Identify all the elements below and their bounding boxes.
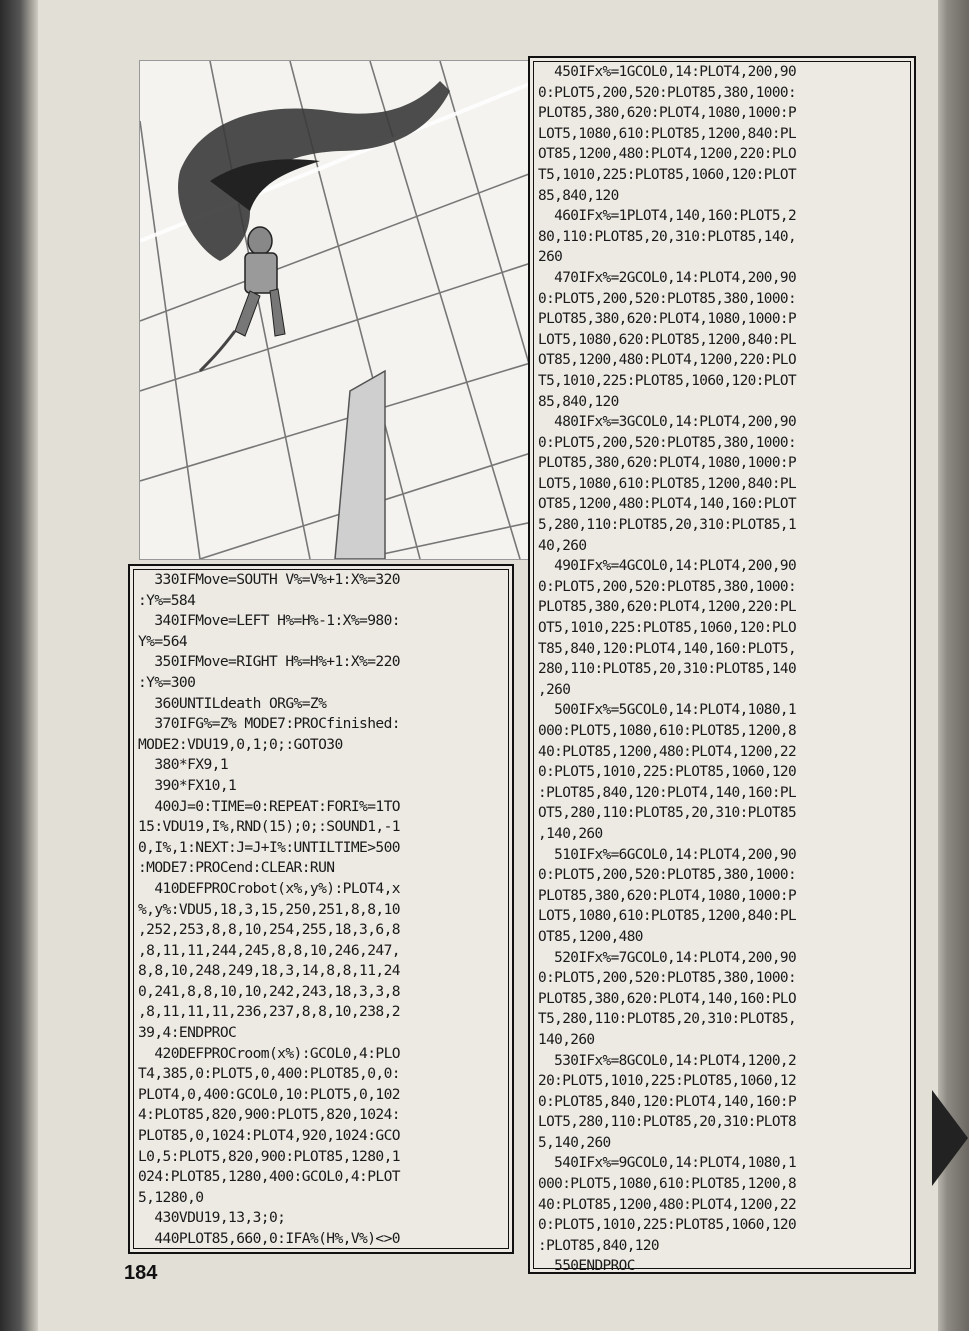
code-line: 40:PLOT85,1200,480:PLOT4,1200,22 xyxy=(538,1196,797,1213)
code-line: OT5,280,110:PLOT85,20,310:PLOT85 xyxy=(538,805,797,822)
code-line: 40:PLOT85,1200,480:PLOT4,1200,22 xyxy=(538,743,797,760)
code-line: 15:VDU19,I%,RND(15);0;:SOUND1,-1 xyxy=(138,818,400,836)
code-line: 510IFx%=6GCOL0,14:PLOT4,200,90 xyxy=(538,846,797,863)
code-line: 140,260 xyxy=(538,1031,595,1048)
code-line: PLOT85,380,620:PLOT4,1200,220:PL xyxy=(538,599,797,616)
code-line: 380*FX9,1 xyxy=(138,756,229,774)
code-line: 39,4:ENDPROC xyxy=(138,1024,237,1042)
code-line: 0:PLOT5,1010,225:PLOT85,1060,120 xyxy=(538,1217,797,1234)
code-line: OT5,1010,225:PLOT85,1060,120:PLO xyxy=(538,620,797,637)
code-line: 85,840,120 xyxy=(538,187,619,204)
code-line: 0,241,8,8,10,10,242,243,18,3,3,8 xyxy=(138,982,400,1000)
code-line: 520IFx%=7GCOL0,14:PLOT4,200,90 xyxy=(538,949,797,966)
wall-block xyxy=(335,371,385,559)
code-line: PLOT85,380,620:PLOT4,1080,1000:P xyxy=(538,455,797,472)
code-line: 530IFx%=8GCOL0,14:PLOT4,1200,2 xyxy=(538,1052,797,1069)
book-binding xyxy=(0,0,38,1331)
code-line: 430VDU19,13,3;0; xyxy=(138,1209,286,1227)
code-line: 400J=0:TIME=0:REPEAT:FORI%=1TO xyxy=(138,797,400,815)
code-line: OT85,1200,480:PLOT4,140,160:PLOT xyxy=(538,496,797,513)
code-line: 420DEFPROCroom(x%):GCOL0,4:PLO xyxy=(138,1044,400,1062)
code-line: OT85,1200,480:PLOT4,1200,220:PLO xyxy=(538,146,797,163)
code-line: 480IFx%=3GCOL0,14:PLOT4,200,90 xyxy=(538,414,797,431)
program-listing-right xyxy=(528,56,916,1274)
code-line: LOT5,1080,610:PLOT85,1200,840:PL xyxy=(538,475,797,492)
code-line: T5,280,110:PLOT85,20,310:PLOT85, xyxy=(538,1011,797,1028)
code-line: ,260 xyxy=(538,681,571,698)
code-line: 5,280,110:PLOT85,20,310:PLOT85,1 xyxy=(538,517,797,534)
code-line: 4:PLOT85,820,900:PLOT5,820,1024: xyxy=(138,1106,400,1124)
robot-on-grid-svg xyxy=(140,61,537,559)
code-line: PLOT4,0,400:GCOL0,10:PLOT5,0,102 xyxy=(138,1085,400,1103)
code-line: Y%=564 xyxy=(138,632,188,650)
code-line: 470IFx%=2GCOL0,14:PLOT4,200,90 xyxy=(538,269,797,286)
code-line: 0:PLOT5,200,520:PLOT85,380,1000: xyxy=(538,970,797,987)
code-line: 410DEFPROCrobot(x%,y%):PLOT4,x xyxy=(138,879,400,897)
code-line: 5,140,260 xyxy=(538,1134,611,1151)
code-line: MODE2:VDU19,0,1;0;:GOTO30 xyxy=(138,735,343,753)
code-line: 0:PLOT5,200,520:PLOT85,380,1000: xyxy=(538,867,797,884)
code-line: 280,110:PLOT85,20,310:PLOT85,140 xyxy=(538,661,797,678)
code-line: PLOT85,380,620:PLOT4,1080,1000:P xyxy=(538,311,797,328)
program-listing-left xyxy=(128,564,514,1254)
code-line: 330IFMove=SOUTH V%=V%+1:X%=320 xyxy=(138,571,400,588)
code-line: 20:PLOT5,1010,225:PLOT85,1060,12 xyxy=(538,1073,797,1090)
code-line: T85,840,120:PLOT4,140,160:PLOT5, xyxy=(538,640,797,657)
code-line: 360UNTILdeath ORG%=Z% xyxy=(138,694,327,712)
code-line: ,252,253,8,8,10,254,255,18,3,6,8 xyxy=(138,921,400,939)
code-line: 260 xyxy=(538,249,563,266)
code-line: 8,8,10,248,249,18,3,14,8,8,11,24 xyxy=(138,962,400,980)
code-line: 440PLOT85,660,0:IFA%(H%,V%)<>0 xyxy=(138,1230,400,1247)
page-number: 184 xyxy=(124,1262,158,1284)
code-line: T5,1010,225:PLOT85,1060,120:PLOT xyxy=(538,372,797,389)
code-line: T5,1010,225:PLOT85,1060,120:PLOT xyxy=(538,166,797,183)
code-line: PLOT85,380,620:PLOT4,1080,1000:P xyxy=(538,105,797,122)
code-line: LOT5,1080,610:PLOT85,1200,840:PL xyxy=(538,125,797,142)
continue-arrow-icon xyxy=(932,1090,968,1186)
code-line: :MODE7:PROCend:CLEAR:RUN xyxy=(138,859,335,877)
code-line: 460IFx%=1PLOT4,140,160:PLOT5,2 xyxy=(538,208,797,225)
code-line: 0:PLOT5,200,520:PLOT85,380,1000: xyxy=(538,84,797,101)
code-line: LOT5,1080,610:PLOT85,1200,840:PL xyxy=(538,908,797,925)
code-line: 0:PLOT5,200,520:PLOT85,380,1000: xyxy=(538,578,797,595)
code-line: LOT5,1080,620:PLOT85,1200,840:PL xyxy=(538,331,797,348)
code-line: 0:PLOT5,1010,225:PLOT85,1060,120 xyxy=(538,764,797,781)
code-line: ,8,11,11,11,236,237,8,8,10,238,2 xyxy=(138,1003,400,1021)
code-line: T4,385,0:PLOT5,0,400:PLOT85,0,0: xyxy=(138,1065,400,1083)
code-line: 85,840,120 xyxy=(538,393,619,410)
robot-illustration xyxy=(139,60,538,560)
code-line: 340IFMove=LEFT H%=H%-1:X%=980: xyxy=(138,612,400,630)
code-line: 370IFG%=Z% MODE7:PROCfinished: xyxy=(138,715,400,733)
code-line: 80,110:PLOT85,20,310:PLOT85,140, xyxy=(538,228,797,245)
code-line: :Y%=300 xyxy=(138,673,196,691)
code-line: 0:PLOT5,200,520:PLOT85,380,1000: xyxy=(538,290,797,307)
code-line: 350IFMove=RIGHT H%=H%+1:X%=220 xyxy=(138,653,400,671)
code-line: 0,I%,1:NEXT:J=J+I%:UNTILTIME>500 xyxy=(138,838,400,856)
code-line: PLOT85,380,620:PLOT4,1080,1000:P xyxy=(538,887,797,904)
code-line: 000:PLOT5,1080,610:PLOT85,1200,8 xyxy=(538,1176,797,1193)
code-line: 490IFx%=4GCOL0,14:PLOT4,200,90 xyxy=(538,558,797,575)
code-line: 024:PLOT85,1280,400:GCOL0,4:PLOT xyxy=(138,1168,400,1186)
code-line: 5,1280,0 xyxy=(138,1188,204,1206)
code-line: OT85,1200,480 xyxy=(538,928,643,945)
code-line: 40,260 xyxy=(538,537,587,554)
code-line: ,8,11,11,244,245,8,8,10,246,247, xyxy=(138,941,400,959)
code-line: 0:PLOT85,840,120:PLOT4,140,160:P xyxy=(538,1093,797,1110)
code-line: LOT5,280,110:PLOT85,20,310:PLOT8 xyxy=(538,1114,797,1131)
code-line: :Y%=584 xyxy=(138,591,196,609)
code-line: PLOT85,380,620:PLOT4,140,160:PLO xyxy=(538,990,797,1007)
code-line: %,y%:VDU5,18,3,15,250,251,8,8,10 xyxy=(138,900,400,918)
code-line: 000:PLOT5,1080,610:PLOT85,1200,8 xyxy=(538,723,797,739)
code-line: PLOT85,0,1024:PLOT4,920,1024:GCO xyxy=(138,1127,400,1145)
code-line: 0:PLOT5,200,520:PLOT85,380,1000: xyxy=(538,434,797,451)
code-line: :PLOT85,840,120 xyxy=(538,1237,659,1254)
code-line xyxy=(138,1250,506,1254)
code-line: L0,5:PLOT5,820,900:PLOT85,1280,1 xyxy=(138,1147,400,1165)
code-line: 540IFx%=9GCOL0,14:PLOT4,1080,1 xyxy=(538,1155,797,1172)
code-line: 500IFx%=5GCOL0,14:PLOT4,1080,1 xyxy=(538,702,797,719)
code-line: 550ENDPROC xyxy=(538,1258,635,1274)
code-line: ,140,260 xyxy=(538,825,603,842)
code-line: :PLOT85,840,120:PLOT4,140,160:PL xyxy=(538,784,797,801)
code-line: OT85,1200,480:PLOT4,1200,220:PLO xyxy=(538,352,797,369)
code-line: 390*FX10,1 xyxy=(138,776,237,794)
code-line: 450IFx%=1GCOL0,14:PLOT4,200,90 xyxy=(538,64,797,80)
